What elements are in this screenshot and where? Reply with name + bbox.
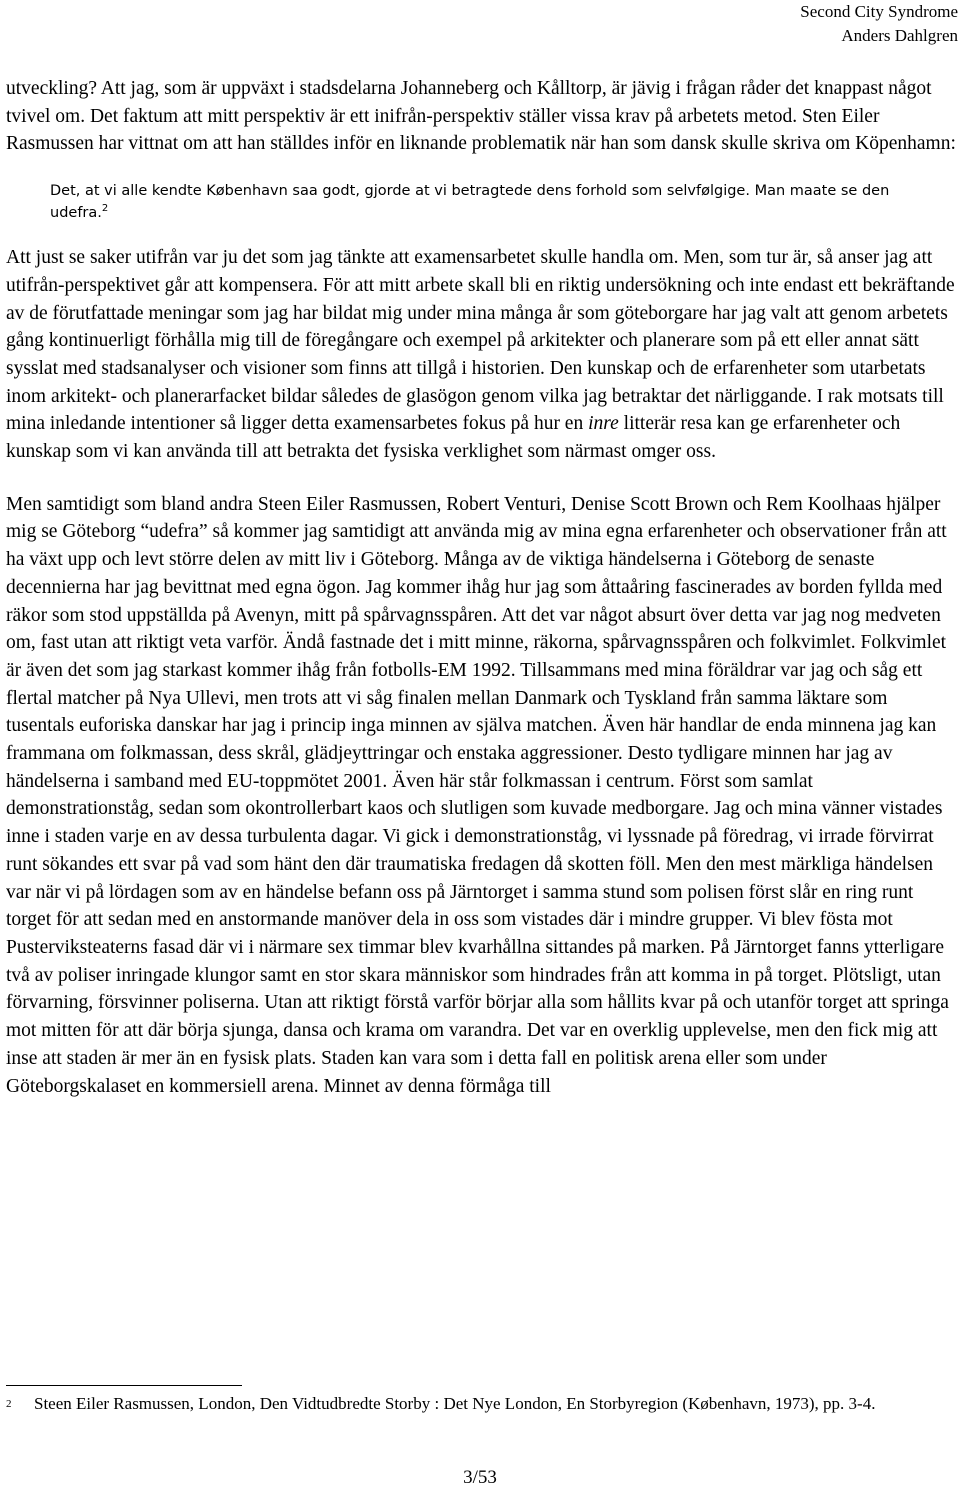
paragraph-2-part-2: litterär resa kan ge erfarenheter och kunskap som vi kan använda till att betrakta det fysiska verklighet som närmast omger oss. <box>6 413 901 463</box>
footnote-divider <box>6 1385 242 1386</box>
paragraph-2-part-1: Att just se saker utifrån var ju det som jag tänkte att examensarbetet skulle handla om. Men, som tur är, så anser jag att utifrån-perspektivet går att kompensera. För att mitt arbete skall bli en riktig undersökning och inte endast ett bekräftande av de förutfattade meningar som jag har bildat mig under mina många år som göteborgare har jag valt att genom arbetets gång kontinuerligt förhålla mig till de föregångare och exempel på arkitekter och planerare som på ett eller annat sätt sysslat med stadsanalyser och visioner som finns att tillgå i historien. Den kunskap och de erfarenheter som utarbetats inom arkitekt- och planerarfacket bildar således de glasögon genom vilka jag betraktar det närliggande. I rak motsats till mina inledande intentioner så ligger detta examensarbetes fokus på hur en <box>6 247 955 435</box>
footnote-text: Steen Eiler Rasmussen, London, Den Vidtudbredte Storby : Det Nye London, En Storbyregion (København, 1973), pp. 3-4. <box>34 1394 876 1413</box>
paragraph-2 <box>6 244 956 466</box>
paragraph-1: utveckling? Att jag, som är uppväxt i stadsdelarna Johanneberg och Kålltorp, är jävig i frågan råder det knappast något tvivel om. Det faktum att mitt perspektiv är ett inifrån-perspektiv ställer vissa krav på arbetets metod. Sten Eiler Rasmussen har vittnat om att han ställdes inför en liknande problematik när han som dansk skulle skriva om Köpenhamn: <box>6 78 956 155</box>
header-title: Second City Syndrome <box>800 2 958 21</box>
quote-text: Det, at vi alle kendte København saa godt, gjorde at vi betragtede dens forhold som selvfølgige. Man maate se den udefra. <box>50 183 890 222</box>
emphasis-word: inre <box>588 413 619 435</box>
footnote <box>6 1392 936 1416</box>
header-author: Anders Dahlgren <box>841 26 958 45</box>
page-number: 3/53 <box>463 1467 497 1488</box>
footnote-number: 2 <box>6 1398 12 1410</box>
running-header <box>800 0 958 48</box>
block-quote <box>50 180 896 224</box>
paragraph-3: Men samtidigt som bland andra Steen Eiler Rasmussen, Robert Venturi, Denise Scott Brown och Rem Koolhaas hjälper mig se Göteborg “udefra” så kommer jag samtidigt att använda mig av mina egna erfarenheter och observationer från att ha växt upp och levt större delen av mitt liv i Göteborg. Många av de viktiga händelserna i Göteborg de senaste decennierna har jag bevittnat med egna ögon. Jag kommer ihåg hur jag som åttaåring fascinerades av borden fyllda med räkor som stod uppställda på Avenyn, mitt på spårvagnsspåren. Att det var något absurt över detta var jag nog medveten om, fast utan att riktigt veta varför. Ändå fastnade det i mitt minne, räkorna, spårvagnsspåren och folkvimlet. Folkvimlet är även det som jag starkast kommer ihåg från fotbolls-EM 1992. Tillsammans med mina föräldrar var jag och såg ett flertal matcher på Nya Ullevi, men trots att vi såg finalen mellan Danmark och Tyskland från samma läktare som tusentals euforiska danskar har jag i princip inga minnen av själva matchen. Även här handlar de enda minnena jag kan frammana om folkmassan, dess skrål, glädjeyttringar och enstaka aggressioner. Desto tydligare minnen har jag av händelserna i samband med EU-toppmötet 2001. Även här står folkmassan i centrum. Först som samlat demonstrationståg, sedan som okontrollerbart kaos och slutligen som kuvade medborgare. Jag och mina vänner vistades inne i staden varje en av dessa turbulenta dagar. Vi gick i demonstrationståg, vi lyssnade på föredrag, vi irrade förvirrat runt sökandes ett svar på vad som hänt den där traumatiska fredagen då skotten föll. Men den mest märkliga händelsen var när vi på lördagen som av en händelse befann oss på Järntorget i samma stund som polisen först slår en ring runt torget för att sedan med en anstormande manöver dela in oss som vistades där i mindre grupper. Vi blev fösta mot Pusterviksteaterns fasad där vi i närmare sex timmar blev kvarhållna sittandes på marken. På Järntorget fanns ytterligare två av poliser inringade klungor samt en stor skara människor som hindrades från att komma in på torget. Plötsligt, utan förvarning, försvinner poliserna. Utan att riktigt förstå varför börjar alla som hållits kvar på och utanför torget att springa mot mitten för att där börja sjunga, dansa och krama om varandra. Det var en overklig upplevelse, men den fick mig att inse att staden är mer än en fysisk plats. Staden kan vara som i detta fall en politisk arena eller som under Göteborgskalaset en kommersiell arena. Minnet av denna förmåga till <box>6 493 949 1097</box>
paragraph-gap <box>6 466 956 491</box>
page-body <box>6 75 956 1100</box>
footnote-ref: 2 <box>101 203 109 215</box>
